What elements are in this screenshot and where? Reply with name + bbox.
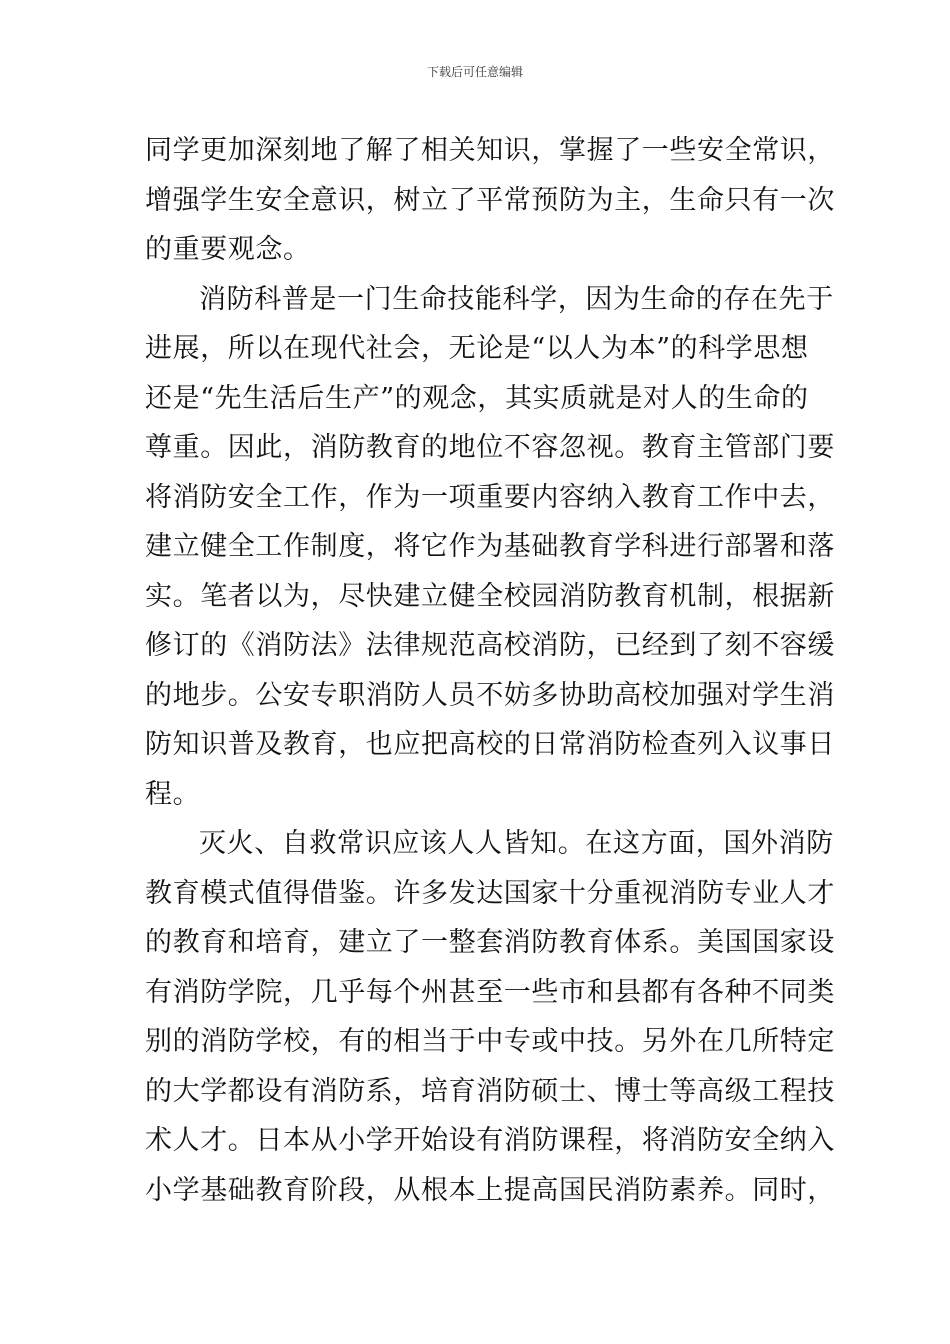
- text-line: 尊重。因此，消防教育的地位不容忽视。教育主管部门要: [145, 432, 835, 463]
- text-line: 别的消防学校，有的相当于中专或中技。另外在几所特定: [145, 1026, 835, 1057]
- paragraph: [145, 126, 835, 275]
- text-line: 程。: [145, 778, 201, 810]
- text-line: 的重要观念。: [145, 234, 311, 265]
- text-line: 小学基础教育阶段，从根本上提高国民消防素养。同时，: [145, 1174, 835, 1206]
- body-text: [145, 126, 835, 1215]
- text-line: 还是“先生活后生产”的观念，其实质就是对人的生命的: [145, 382, 809, 414]
- text-line: 的大学都设有消防系，培育消防硕士、博士等高级工程技: [145, 1075, 835, 1107]
- text-line: 教育模式值得借鉴。许多发达国家十分重视消防专业人才: [145, 877, 835, 909]
- text-line: 增强学生安全意识，树立了平常预防为主，生命只有一次: [145, 184, 835, 216]
- text-line: 进展，所以在现代社会，无论是“以人为本”的科学思想: [145, 333, 809, 364]
- text-line: 同学更加深刻地了解了相关知识，掌握了一些安全常识，: [145, 135, 835, 166]
- text-line: 建立健全工作制度，将它作为基础教育学科进行部署和落: [145, 531, 835, 562]
- text-line: 修订的《消防法》法律规范高校消防，已经到了刻不容缓: [145, 630, 835, 661]
- text-line: 防知识普及教育，也应把高校的日常消防检查列入议事日: [145, 729, 835, 760]
- paragraph: [145, 275, 835, 820]
- text-line: 有消防学院，几乎每个州甚至一些市和县都有各种不同类: [145, 976, 835, 1008]
- text-line: 实。笔者以为，尽快建立健全校园消防教育机制，根据新: [145, 580, 835, 612]
- text-line: 术人才。日本从小学开始设有消防课程，将消防安全纳入: [145, 1125, 835, 1156]
- text-line: 将消防安全工作，作为一项重要内容纳入教育工作中去，: [145, 481, 835, 513]
- text-line: 消防科普是一门生命技能科学，因为生命的存在先于: [199, 283, 834, 315]
- page-header: 下载后可任意编辑: [426, 65, 523, 79]
- paragraph: [145, 819, 835, 1215]
- text-line: 灭火、自救常识应该人人皆知。在这方面，国外消防: [199, 828, 834, 859]
- text-line: 的地步。公安专职消防人员不妨多协助高校加强对学生消: [145, 679, 835, 711]
- text-line: 的教育和培育，建立了一整套消防教育体系。美国国家设: [145, 927, 835, 958]
